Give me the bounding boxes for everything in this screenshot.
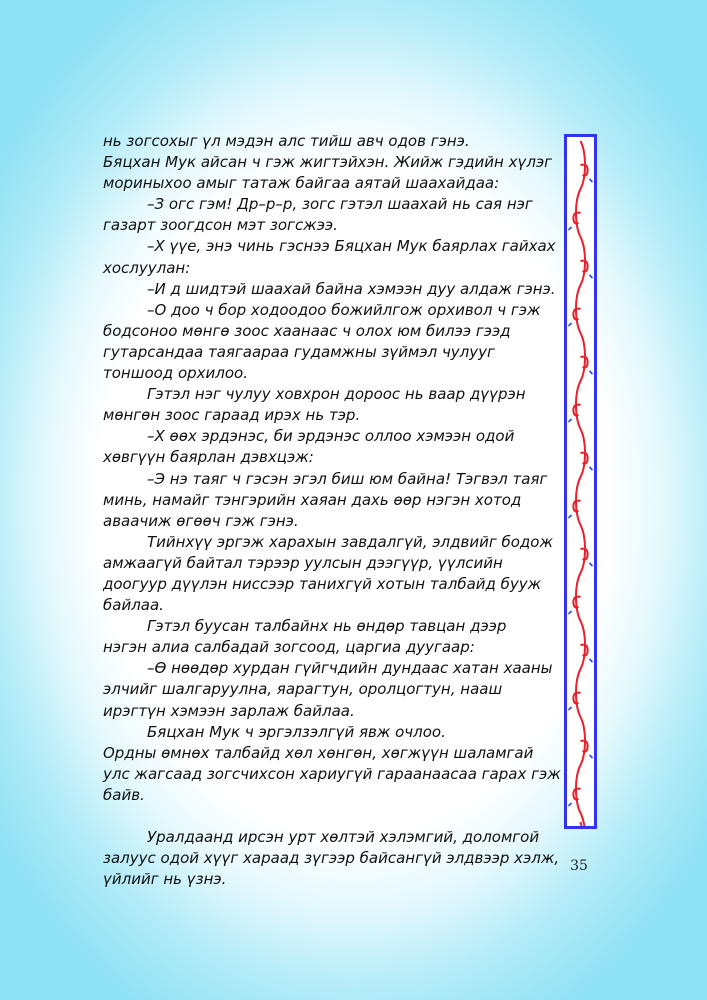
text-line: Тийнхүү эргэж харахын завдалгүй, элдвийг бодож — [147, 532, 553, 551]
text-line: байв. — [103, 785, 145, 804]
vine-accent — [590, 467, 593, 470]
vine-accent — [590, 179, 593, 182]
vine-accent — [569, 419, 572, 422]
vine-accent — [569, 515, 572, 518]
text-line: ирэгтүн хэмээн зарлаж байлаа. — [103, 701, 355, 720]
vine-stem — [576, 141, 585, 826]
text-line: залуус одой хүүг хараад зүгээр байсангүй элдвээр хэлж, — [103, 849, 560, 868]
text-line: газарт зоогдсон мэт зогсжээ. — [103, 216, 338, 235]
vine-accent — [569, 227, 572, 230]
ornamental-border — [564, 134, 597, 829]
text-line: минь, намайг тэнгэрийн хаяан дахь өөр нэгэн хотод — [103, 490, 522, 509]
text-line: мөнгөн зоос гараад ирэх нь тэр. — [103, 406, 361, 425]
text-line: Бяцхан Мук ч эргэлзэлгүй явж очлоо. — [147, 722, 446, 741]
vine-ornament-icon — [567, 137, 594, 826]
vine-accent — [569, 803, 572, 806]
text-line: –Ө нөөдөр хурдан гүйгчдийн дундаас хатан хааны — [147, 659, 553, 678]
text-line: нэгэн алиа салбадай зогсоод, царгиа дуугаар: — [103, 638, 475, 657]
text-line — [103, 806, 543, 827]
vine-accent — [590, 563, 593, 566]
vine-accent — [569, 323, 572, 326]
vine-accent — [590, 755, 593, 758]
text-line: доогуур дүүлэн ниссээр танихгүй хотын талбайд бууж — [103, 574, 542, 593]
page-text — [103, 131, 561, 890]
text-line: гутарсандаа таягаараа гудамжны зүймэл чулууг — [103, 342, 495, 361]
text-line: Гэтэл нэг чулуу ховхрон дороос нь ваар дүүрэн — [147, 385, 526, 404]
text-line: –Х үүе, энэ чинь гэснээ Бяцхан Мук баярлах гайхах — [147, 237, 556, 256]
page-number: 35 — [570, 858, 588, 874]
vine-accent — [569, 611, 572, 614]
text-line: тоншоод орхилоо. — [103, 364, 248, 383]
text-line: байлаа. — [103, 596, 164, 615]
vine-accent — [590, 659, 593, 662]
text-line: Ордны өмнөх талбайд хөл хөнгөн, хөгжүүн шаламгай — [103, 743, 534, 762]
text-line: хослуулан: — [103, 258, 191, 277]
text-line: нь зогсохыг үл мэдэн алс тийш авч одов гэнэ. — [103, 132, 470, 150]
text-line: Бяцхан Мук айсан ч гэж жигтэйхэн. Жийж гэдийн хүлэг — [103, 153, 553, 172]
text-line: аваачиж өгөөч гэж гэнэ. — [103, 511, 299, 530]
text-line: бодсоноо мөнгө зоос хаанаас ч олох юм билээ гээд — [103, 321, 511, 340]
text-line: –О доо ч бор ходоодоо божийлгож орхивол ч гэж — [147, 300, 541, 319]
text-line: –Х өөх эрдэнэс, би эрдэнэс оллоо хэмээн одой — [147, 427, 515, 446]
text-line: Уралдаанд ирсэн урт хөлтэй хэлэмгий, доломгой — [147, 828, 540, 847]
text-line: мориныхоо амыг татаж байгаа аятай шаахайдаа: — [103, 174, 500, 193]
text-line: хөвгүүн баярлан дэвхцэж: — [103, 448, 314, 467]
text-line: –И д шидтэй шаахай байна хэмээн дуу алдаж гэнэ. — [147, 279, 556, 298]
text-line: үйлийг нь үзнэ. — [103, 870, 227, 889]
vine-accent — [569, 707, 572, 710]
text-line: –Э нэ таяг ч гэсэн эгэл биш юм байна! Тэгвэл таяг — [147, 469, 548, 488]
text-line: улс жагсаад зогсчихсон хариугүй гараанаасаа гарах гэж — [103, 764, 561, 783]
text-line: –З огс гэм! Др–р–р, зогс гэтэл шаахай нь сая нэг — [147, 195, 533, 214]
text-line: элчийг шалгаруулна, яарагтун, оролцогтун, нааш — [103, 680, 503, 699]
text-line: амжаагүй байтал тэрээр уулсын дээгүүр, үүлсийн — [103, 553, 503, 572]
vine-accent — [590, 275, 593, 278]
text-line: Гэтэл буусан талбайнх нь өндөр тавцан дээр — [147, 617, 507, 636]
vine-accent — [590, 371, 593, 374]
